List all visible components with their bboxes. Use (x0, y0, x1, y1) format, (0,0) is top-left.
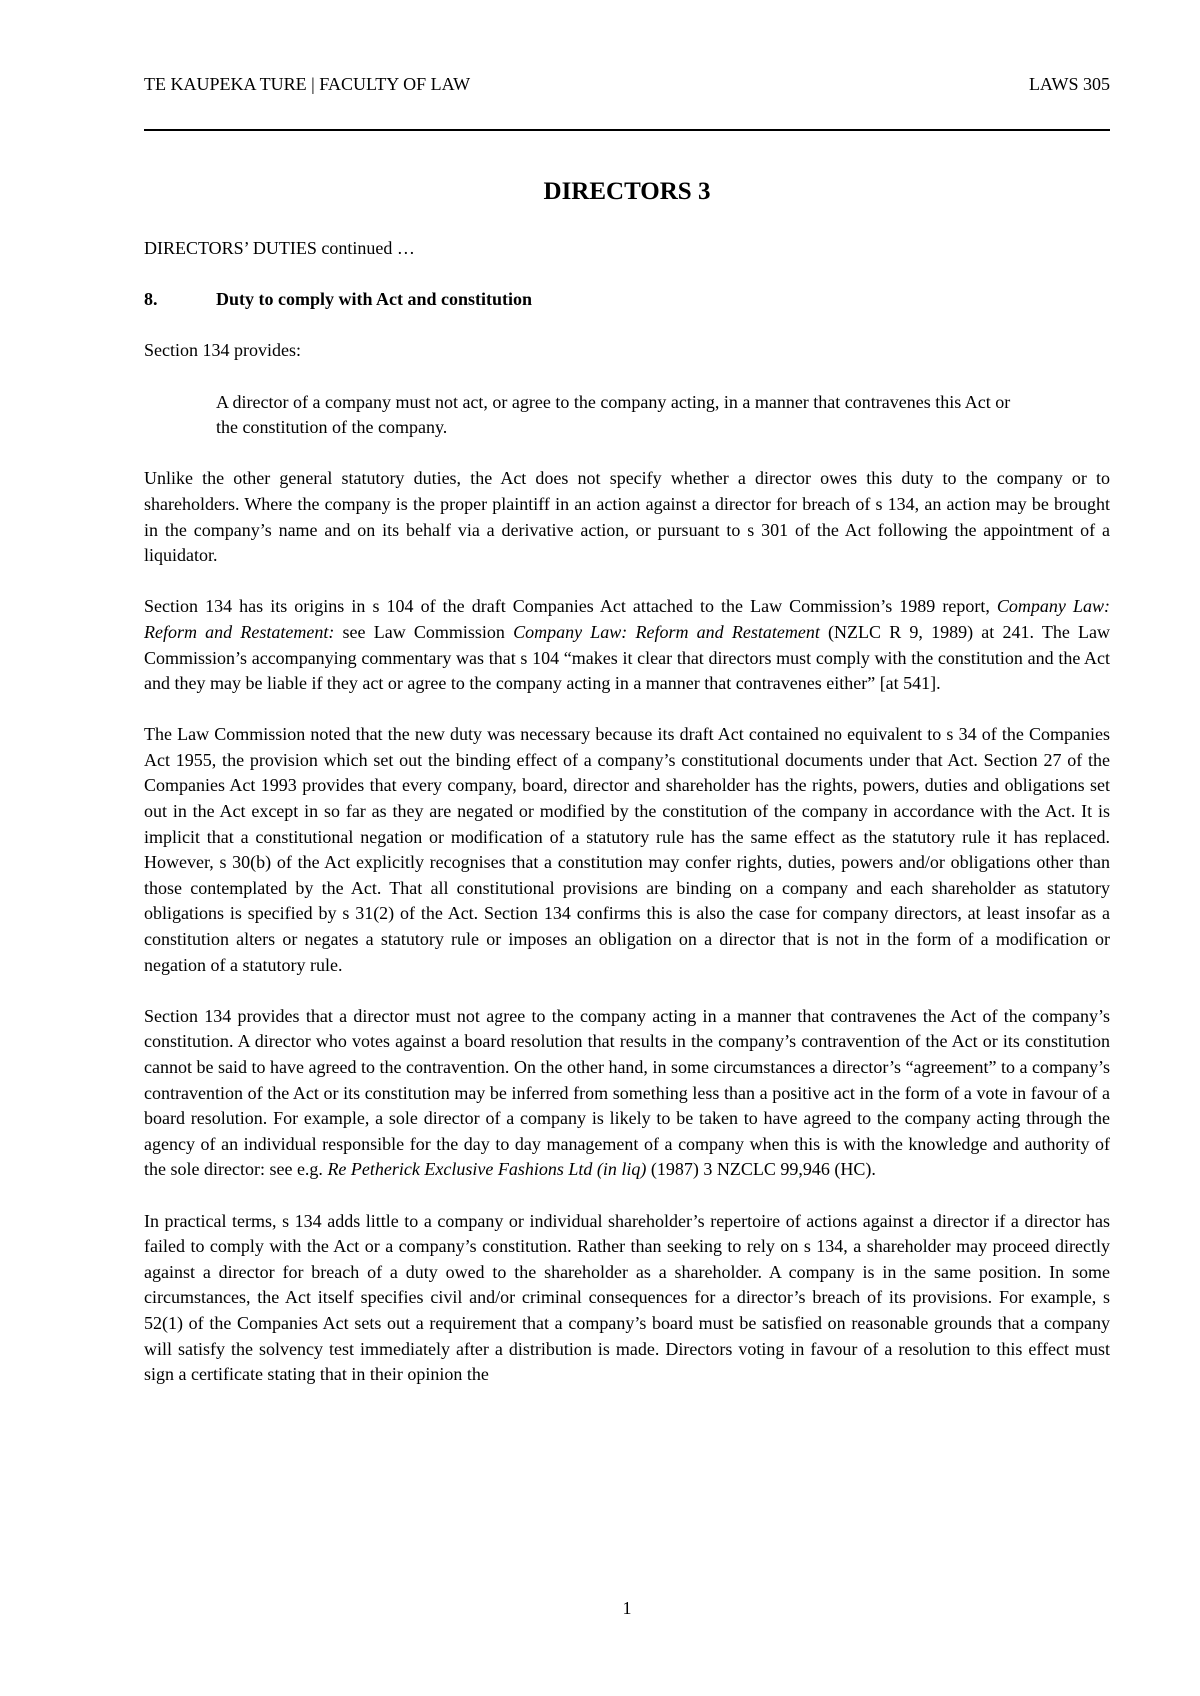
paragraph-5: In practical terms, s 134 adds little to a company or individual shareholder’s repertoire of actions against a director if a director has failed to comply with the Act or a company’s constitution. Rather than seeking to rely on s 134, a shareholder may proceed directly against a director for breach of a duty owed to the shareholder as a shareholder. A company is in the same position. In some circumstances, the Act itself specifies civil and/or criminal consequences for a director’s breach of its provisions. For example, s 52(1) of the Companies Act sets out a requirement that a company’s board must be satisfied on reasonable grounds that a company will satisfy the solvency test immediately after a distribution is made. Directors voting in favour of a resolution to this effect must sign a certificate stating that in their opinion the (144, 1210, 1110, 1385)
paragraph-2-citation-2: Company Law: Reform and Restatement (513, 621, 820, 642)
paragraph-1: Unlike the other general statutory duties, the Act does not specify whether a director owes this duty to the company or to shareholders. Where the company is the proper plaintiff in an action against a director for breach of s 134, an action may be brought in the company’s name and on its behalf via a derivative action, or pursuant to s 301 of the Act following the appointment of a liquidator. (144, 468, 1110, 566)
paragraph-2-citation-1: Company Law: Reform and Restatement: (144, 596, 1110, 642)
document-subtitle: DIRECTORS’ DUTIES continued … (144, 238, 415, 258)
page-header (144, 72, 1110, 96)
header-course-code: LAWS 305 (1028, 74, 1110, 94)
paragraph-4-text-1: Section 134 provides that a director must not agree to the company acting in a manner that contravenes the Act of the company’s constitution. A director who votes against a board resolution that results in the company’s contravention of the Act or its constitution cannot be said to have agreed to the contravention. On the other hand, in some circumstances a director’s “agreement” to a company’s contravention of the Act or its constitution may be inferred from something less than a positive act in the form of a vote in favour of a board resolution. For example, a sole director of a company is likely to be taken to have agreed to the company acting through the agency of an individual responsible for the day to day management of a company when this is with the knowledge and authority of the sole director: see e.g. (144, 1005, 1110, 1180)
paragraph-2-text-2: see Law Commission (334, 621, 514, 642)
paragraph-2-text-1: Section 134 has its origins in s 104 of the draft Companies Act attached to the Law Commission’s 1989 report, (144, 596, 997, 617)
block-quote: A director of a company must not act, or agree to the company acting, in a manner that contravenes this Act or the constitution of the company. (216, 391, 1011, 438)
document-title: DIRECTORS 3 (543, 178, 711, 205)
paragraph-2 (144, 594, 1110, 696)
section-title: Duty to comply with Act and constitution (216, 289, 533, 310)
paragraph-3: The Law Commission noted that the new duty was necessary because its draft Act contained no equivalent to s 34 of the Companies Act 1955, the provision which set out the binding effect of a company’s constitutional documents under that Act. Section 27 of the Companies Act 1993 provides that every company, board, director and shareholder has the rights, powers, duties and obligations set out in the Act except in so far as they are negated or modified by the constitution of the company in accordance with the Act. It is implicit that a constitutional negation or modification of a statutory rule has the same effect as the statutory rule it has replaced. However, s 30(b) of the Act explicitly recognises that a constitution may confer rights, duties, powers and/or obligations other than those contemplated by the Act. That all constitutional provisions are binding on a company and each shareholder as statutory obligations is specified by s 31(2) of the Act. Section 134 confirms this is also the case for company directors, at least insofar as a constitution alters or negates a statutory rule or imposes an obligation on a director that is not in the form of a modification or negation of a statutory rule. (144, 724, 1110, 975)
section-heading (144, 287, 1110, 313)
page-footer (144, 1596, 1110, 1620)
page-number: 1 (622, 1598, 632, 1618)
paragraph-intro: Section 134 provides: (144, 340, 301, 361)
paragraph-4-case-citation: Re Petherick Exclusive Fashions Ltd (in liq) (327, 1159, 647, 1180)
paragraph-4 (144, 1004, 1110, 1183)
header-faculty: TE KAUPEKA TURE | FACULTY OF LAW (144, 74, 471, 94)
paragraph-4-text-2: (1987) 3 NZCLC 99,946 (HC). (646, 1159, 876, 1180)
paragraph-2-text-3: (NZLC R 9, 1989) at 241. The Law Commission’s accompanying commentary was that s 104 “makes it clear that directors must comply with the constitution and the Act and they may be liable if they act or agree to the company acting in a manner that contravenes either” [at 541]. (144, 621, 1111, 694)
document-body (144, 176, 1110, 1413)
section-number: 8. (144, 289, 158, 310)
header-divider (144, 129, 1110, 131)
